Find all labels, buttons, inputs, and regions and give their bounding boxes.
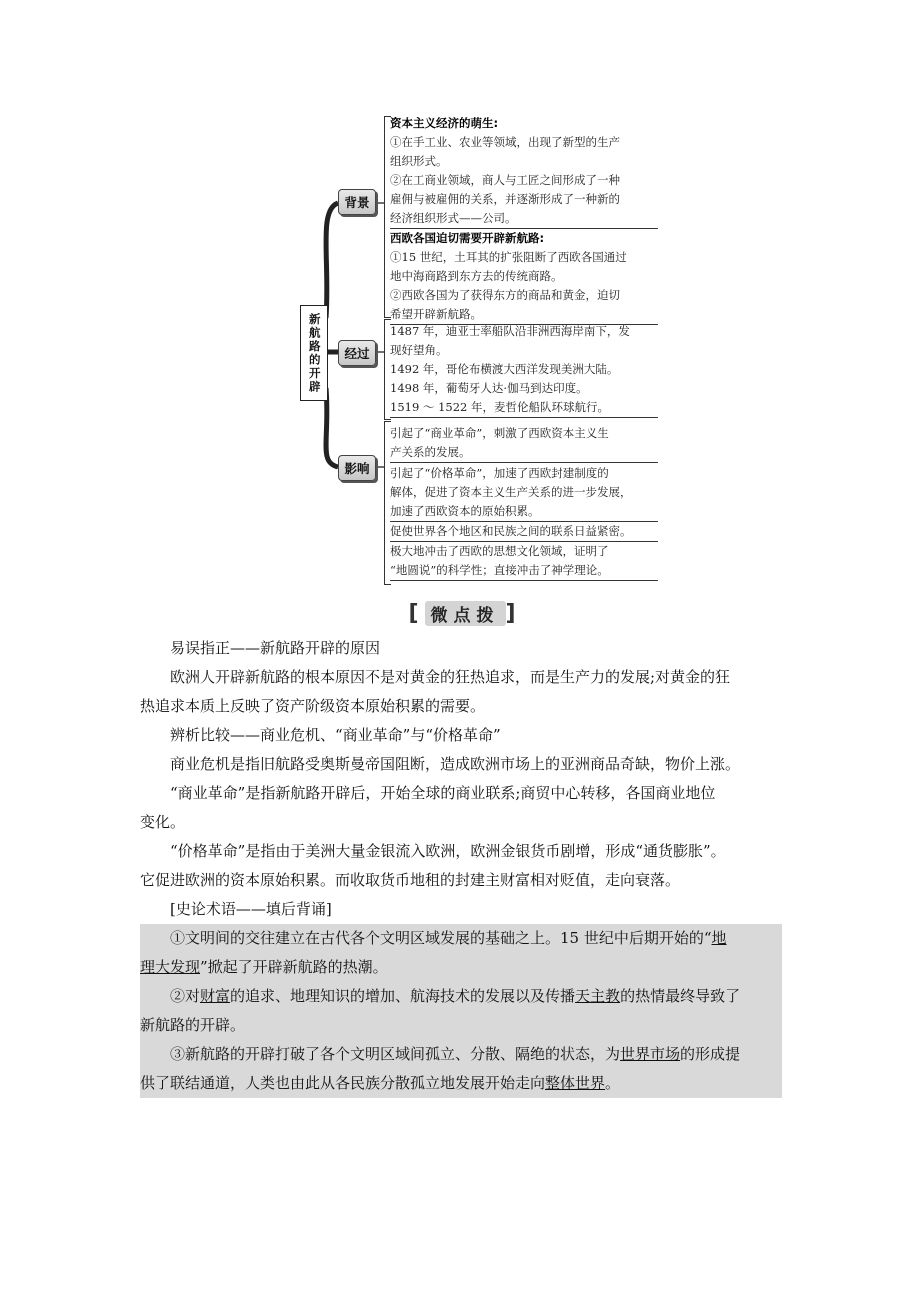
- fill-blank: 整体世界: [545, 1074, 606, 1092]
- background-box-2: [390, 229, 658, 325]
- node-background: [338, 189, 376, 215]
- banner-bracket-right: ]: [505, 600, 522, 626]
- section-title-terms: [史论术语——填后背诵]: [170, 900, 332, 918]
- fill-blank: 天主教: [575, 987, 621, 1005]
- paragraph-line: 欧洲人开辟新航路的根本原因不是对黄金的狂热追求，而是生产力的发展;对黄金的狂: [170, 668, 731, 686]
- node-impact: [338, 455, 376, 481]
- terms-box: [140, 924, 782, 1098]
- paragraph-line: “商业革命”是指新航路开辟后，开始全球的商业联系;商贸中心转移，各国商业地位: [170, 784, 716, 802]
- fill-blank: 地: [711, 929, 727, 947]
- process-box: [390, 322, 658, 418]
- term-line: 新航路的开辟。: [140, 1016, 246, 1034]
- box-line: 引起了“价格革命”，加速了西欧封建制度的: [390, 466, 609, 480]
- impact-box-2: [390, 464, 658, 522]
- box-line: 极大地冲击了西欧的思想文化领域，证明了: [390, 544, 609, 558]
- body-text: [140, 634, 782, 1098]
- box-line: “地圆说”的科学性；直接冲击了神学理论。: [390, 563, 609, 577]
- node-background-label: 背景: [344, 195, 370, 210]
- mindmap-root: [300, 305, 328, 401]
- paragraph-line: 热追求本质上反映了资产阶级资本原始积累的需要。: [140, 697, 486, 715]
- box-line: 解体，促进了资本主义生产关系的进一步发展，: [390, 485, 632, 499]
- fill-blank: 理大发现: [140, 958, 201, 976]
- section-banner: [390, 600, 540, 626]
- box-line: 产关系的发展。: [390, 445, 471, 459]
- mindmap: [0, 0, 920, 600]
- term-line: ②对财富的追求、地理知识的增加、航海技术的发展以及传播天主教的热情最终导致了: [170, 987, 741, 1005]
- section-title-compare: 辨析比较——商业危机、“商业革命”与“价格革命”: [170, 726, 501, 744]
- box-heading: 西欧各国迫切需要开辟新航路:: [390, 231, 545, 245]
- box-line: ①15 世纪，土耳其的扩张阻断了西欧各国通过: [390, 250, 627, 264]
- impact-box-3: [390, 522, 658, 542]
- term-line: ③新航路的开辟打破了各个文明区域间孤立、分散、隔绝的状态，为世界市场的形成提: [170, 1045, 741, 1063]
- box-line: 希望开辟新航路。: [390, 307, 482, 321]
- fill-blank: 财富: [200, 987, 231, 1005]
- box-heading: 资本主义经济的萌生:: [390, 116, 499, 130]
- node-process-label: 经过: [344, 346, 370, 361]
- impact-box-1: [390, 424, 658, 463]
- box-line: 1492 年，哥伦布横渡大西洋发现美洲大陆。: [390, 362, 619, 376]
- box-line: 1487 年，迪亚士率船队沿非洲西海岸南下，发: [390, 324, 630, 338]
- box-line: 1519 ～ 1522 年，麦哲伦船队环球航行。: [390, 400, 609, 414]
- box-line: ②在工商业领域，商人与工匠之间形成了一种: [390, 173, 620, 187]
- node-impact-label: 影响: [344, 461, 370, 476]
- box-line: 引起了“商业革命”，刺激了西欧资本主义生: [390, 426, 609, 440]
- box-line: 促使世界各个地区和民族之间的联系日益紧密。: [390, 524, 632, 538]
- paragraph-line: “价格革命”是指由于美洲大量金银流入欧洲，欧洲金银货币剧增，形成“通货膨胀”。: [170, 842, 726, 860]
- box-line: 组织形式。: [390, 154, 448, 168]
- term-line: 供了联结通道，人类也由此从各民族分散孤立地发展开始走向整体世界。: [140, 1074, 621, 1092]
- box-line: ②西欧各国为了获得东方的商品和黄金，迫切: [390, 288, 620, 302]
- box-line: 加速了西欧资本的原始积累。: [390, 504, 540, 518]
- box-line: 经济组织形式——公司。: [390, 211, 517, 225]
- node-process: [338, 340, 376, 366]
- section-title-mistake: 易误指正——新航路开辟的原因: [170, 639, 381, 657]
- paragraph-line: 它促进欧洲的资本原始积累。而收取货币地租的封建主财富相对贬值，走向衰落。: [140, 871, 681, 889]
- box-line: 雇佣与被雇佣的关系，并逐渐形成了一种新的: [390, 192, 620, 206]
- term-line: 理大发现”掀起了开辟新航路的热潮。: [140, 958, 388, 976]
- impact-box-4: [390, 542, 658, 581]
- banner-bracket-left: [: [408, 600, 425, 626]
- background-box-1: [390, 114, 658, 229]
- paragraph-line: 商业危机是指旧航路受奥斯曼帝国阻断，造成欧洲市场上的亚洲商品奇缺，物价上涨。: [170, 755, 741, 773]
- box-line: 1498 年，葡萄牙人达·伽马到达印度。: [390, 381, 588, 395]
- banner-title: 微点拨: [425, 601, 506, 626]
- fill-blank: 世界市场: [620, 1045, 681, 1063]
- box-line: ①在手工业、农业等领域，出现了新型的生产: [390, 135, 620, 149]
- root-label: 新航路的开辟: [307, 312, 322, 394]
- paragraph-line: 变化。: [140, 813, 186, 831]
- box-line: 现好望角。: [390, 343, 448, 357]
- term-line: ①文明间的交往建立在古代各个文明区域发展的基础之上。15 世纪中后期开始的“地: [170, 929, 727, 947]
- box-line: 地中海商路到东方去的传统商路。: [390, 269, 563, 283]
